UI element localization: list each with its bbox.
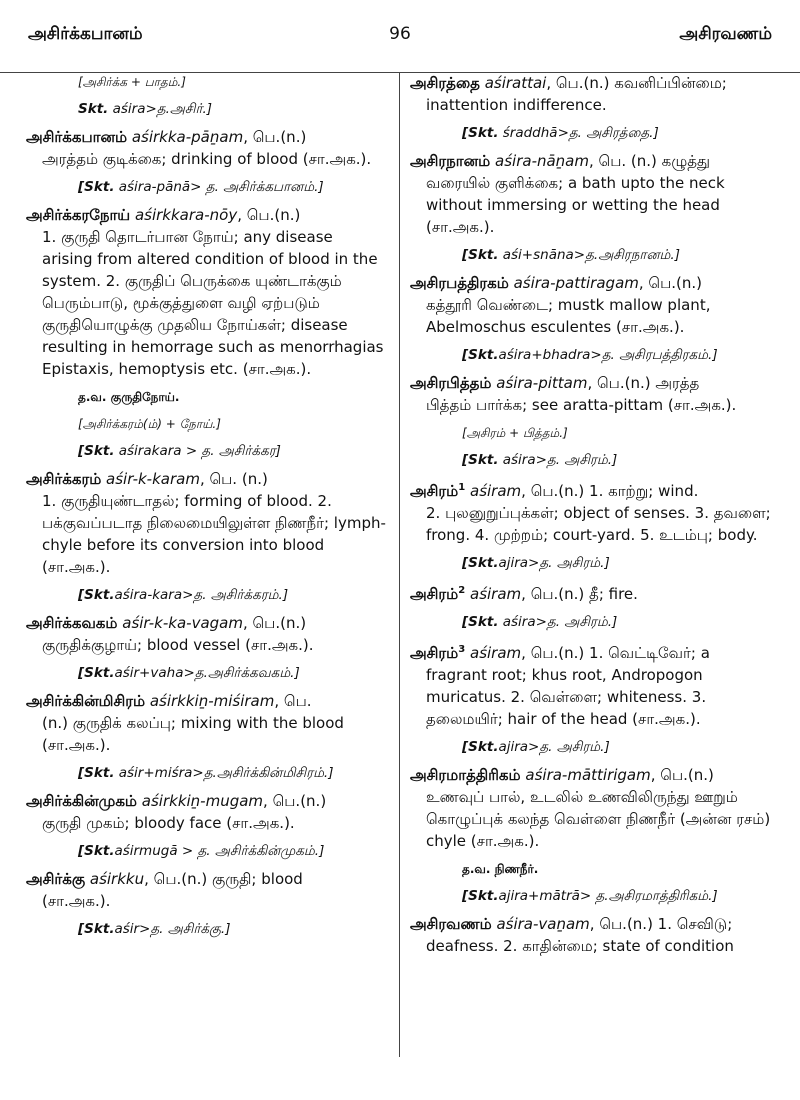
transliteration: aśiram	[470, 585, 522, 603]
etymology-text: aśir>த. அசிர்க்கு.]	[114, 921, 231, 937]
dictionary-entry	[410, 913, 772, 957]
etymology-source: [Skt.	[78, 843, 115, 859]
definition: (சா.அக.).	[42, 892, 111, 910]
etymology-source: [Skt.	[78, 665, 115, 681]
page-header	[0, 0, 800, 73]
grammar-and-gloss: , பெ.(n.) 1. காற்று; wind.	[521, 482, 699, 500]
entry-first-line	[26, 204, 388, 226]
grammar-and-gloss: , பெ.(n.)	[263, 792, 327, 810]
dictionary-entry	[410, 372, 772, 416]
definition: 1. குருதியுண்டாதல்; forming of blood. 2. பக்குவப்படாத நிலைமையிலுள்ள நிணநீர்; lymph-chyle before its conversion into blood (சா.அக.).	[42, 492, 386, 576]
transliteration: aśirkkara-nōy	[134, 206, 238, 224]
grammar-and-gloss: , பெ.(n.) தீ; fire.	[521, 585, 638, 603]
dictionary-entry	[26, 790, 388, 834]
headword: அசிரத்தை	[410, 74, 480, 92]
etymology-text: aśirmugā > த. அசிர்க்கின்முகம்.]	[114, 843, 325, 859]
grammar-and-gloss: , பெ. (n.) கழுத்து	[589, 152, 711, 170]
entry-first-line	[410, 272, 772, 294]
transliteration: aśira-pattiragam	[513, 274, 639, 292]
dictionary-entry	[26, 468, 388, 578]
entry-first-line	[26, 468, 388, 490]
etymology	[78, 663, 388, 683]
definition: deafness. 2. காதின்மை; state of condition	[426, 937, 734, 955]
dictionary-entry	[26, 612, 388, 656]
headword: அசிரம்	[410, 585, 459, 603]
headword: அசிர்க்கரம்	[26, 470, 102, 488]
grammar-and-gloss: , பெ.	[274, 692, 312, 710]
etymology	[462, 886, 772, 906]
entry-first-line	[410, 913, 772, 935]
headword: அசிரம்	[410, 482, 459, 500]
definition: பித்தம் பார்க்க; see aratta-pittam (சா.அக.).	[426, 396, 737, 414]
transliteration: aśir-k-karam	[106, 470, 200, 488]
dictionary-entry	[410, 477, 772, 546]
entry-first-line	[26, 612, 388, 634]
dictionary-entry	[26, 690, 388, 756]
entry-first-line	[26, 690, 388, 712]
etymology-text: aśir+vaha>த.அசிர்க்கவகம்.]	[114, 665, 300, 681]
headword: அசிரமாத்திரிகம்	[410, 766, 521, 784]
headword: அசிரநானம்	[410, 152, 491, 170]
headword: அசிரவணம்	[410, 915, 492, 933]
etymology-text: śraddhā>த. அசிரத்தை.]	[498, 125, 659, 141]
etymology-source: [Skt.	[462, 614, 499, 630]
entry-first-line	[410, 372, 772, 394]
dictionary-entry	[410, 272, 772, 338]
etymology-source: [Skt.	[78, 179, 115, 195]
guide-word-left: அசிர்க்கபானம்	[28, 24, 143, 44]
etymology-text: ajira+mātrā> த.அசிரமாத்திரிகம்.]	[498, 888, 718, 904]
grammar-and-gloss: , பெ.(n.) கவனிப்பின்மை;	[546, 74, 727, 92]
etymology-text: aśi+snāna>த.அசிரநானம்.]	[498, 247, 680, 263]
derivation-note	[462, 423, 772, 443]
etymology-text: aśir+miśra>த.அசிர்க்கின்மிசிரம்.]	[114, 765, 334, 781]
headword: அசிர்க்கின்மிசிரம்	[26, 692, 146, 710]
entry-first-line	[410, 150, 772, 172]
headword: அசிரபத்திரகம்	[410, 274, 509, 292]
transliteration: aśiram	[470, 482, 522, 500]
homonym-number: 1	[458, 482, 466, 493]
dictionary-entry	[410, 639, 772, 730]
transliteration: aśir-k-ka-vagam	[122, 614, 243, 632]
entry-first-line	[410, 72, 772, 94]
etymology-text: aśirakara > த. அசிர்க்கர]	[114, 443, 281, 459]
dictionary-entry	[410, 72, 772, 116]
etymology	[462, 450, 772, 470]
homonym-number: 2	[458, 585, 466, 596]
etymology	[78, 585, 388, 605]
definition: உணவுப் பால், உடலில் உணவிலிருந்து ஊறும் கொழுப்புக் கலந்த வெள்ளை நிணநீர் (அன்ன ரசம்) chyle (சா.அக.).	[426, 788, 771, 850]
derivation-note	[78, 72, 388, 92]
etymology-source: [Skt.	[78, 765, 115, 781]
headword: அசிரம்	[410, 644, 459, 662]
dictionary-entry	[26, 868, 388, 912]
transliteration: aśirkkiṉ-miśiram	[149, 692, 275, 710]
etymology-source: [Skt.	[462, 452, 499, 468]
tamil-equivalent: த.வ. குருதிநோய்.	[78, 390, 180, 404]
entry-first-line	[410, 580, 772, 605]
definition: வரையில் குளிக்கை; a bath upto the neck without immersing or wetting the head (சா.அக.).	[426, 174, 725, 236]
etymology-text: aśira+bhadra>த. அசிரபத்திரகம்.]	[498, 347, 718, 363]
transliteration: aśirkka-pāṉam	[131, 128, 244, 146]
etymology-source: [Skt.	[78, 443, 115, 459]
right-column	[410, 72, 772, 964]
definition: (n.) குருதிக் கலப்பு; mixing with the blood (சா.அக.).	[42, 714, 344, 754]
etymology	[78, 919, 388, 939]
definition: fragrant root; khus root, Andropogon muricatus. 2. வெள்ளை; whiteness. 3. தலைமயிர்; hair of the head (சா.அக.).	[426, 666, 707, 728]
etymology-text: ajira>த. அசிரம்.]	[498, 739, 610, 755]
etymology-source: [Skt.	[462, 347, 499, 363]
etymology	[462, 345, 772, 365]
etymology-text: aśira-pānā> த. அசிர்க்கபானம்.]	[114, 179, 324, 195]
tamil-equivalent: த.வ. நிணநீர்.	[462, 862, 539, 876]
grammar-and-gloss: , பெ.(n.)	[242, 614, 307, 632]
definition: inattention indifference.	[426, 96, 607, 114]
transliteration: aśirattai	[484, 74, 547, 92]
entry-first-line	[410, 477, 772, 502]
column-divider	[399, 72, 400, 1057]
entry-first-line	[26, 126, 388, 148]
grammar-and-gloss: , பெ.(n.) 1. செவிடு;	[589, 915, 733, 933]
etymology	[462, 553, 772, 573]
etymology-text: aśira-kara>த. அசிர்க்கரம்.]	[114, 587, 289, 603]
grammar-and-gloss: , பெ.(n.)	[650, 766, 714, 784]
derivation-text: [அசிர்க்கரம்(ம்) + நோய்.]	[78, 417, 221, 431]
etymology-source: [Skt.	[78, 921, 115, 937]
etymology	[78, 99, 388, 119]
headword: அசிரபித்தம்	[410, 374, 492, 392]
etymology-text: aśira>த. அசிரம்.]	[498, 614, 618, 630]
transliteration: aśiram	[470, 644, 522, 662]
etymology	[462, 612, 772, 632]
page-number: 96	[389, 24, 411, 44]
grammar-and-gloss: , பெ.(n.) அரத்த	[587, 374, 700, 392]
etymology	[462, 737, 772, 757]
etymology-source: [Skt.	[462, 125, 499, 141]
etymology-source: Skt.	[78, 101, 109, 117]
etymology-source: [Skt.	[462, 555, 499, 571]
grammar-and-gloss: , பெ. (n.)	[199, 470, 268, 488]
dictionary-entry	[410, 580, 772, 605]
etymology	[78, 763, 388, 783]
entry-first-line	[26, 868, 388, 890]
headword: அசிர்க்கபானம்	[26, 128, 128, 146]
transliteration: aśirkku	[89, 870, 145, 888]
derivation-text: [அசிர்க்க + பாதம்.]	[78, 75, 186, 89]
definition: 1. குருதி தொடர்பான நோய்; any disease arising from altered condition of blood in the system. 2. குருதிப் பெருக்கை யுண்டாக்கும் பெரும்பாடு, மூக்குத்துளை வழி ஏற்படும் குருதியொழுக்கு முதலிய நோய்கள்; disease resulting in hemorrage such as menorrhagias Epistaxis, hemoptysis etc. (சா.அக.).	[42, 228, 384, 378]
definition: கத்தூரி வெண்டை; mustk mallow plant, Abelmoschus esculentes (சா.அக.).	[426, 296, 711, 336]
headword: அசிர்க்கரநோய்	[26, 206, 131, 224]
dictionary-entry	[26, 204, 388, 380]
definition: அரத்தம் குடிக்கை; drinking of blood (சா.அக.).	[42, 150, 372, 168]
etymology	[462, 245, 772, 265]
etymology-source: [Skt.	[462, 247, 499, 263]
grammar-and-gloss: , பெ.(n.) குருதி; blood	[144, 870, 303, 888]
transliteration: aśirkkiṉ-mugam	[141, 792, 264, 810]
grammar-and-gloss: , பெ.(n.)	[638, 274, 702, 292]
transliteration: aśira-nāṉam	[495, 152, 589, 170]
grammar-and-gloss: , பெ.(n.)	[237, 206, 301, 224]
headword: அசிர்க்கின்முகம்	[26, 792, 138, 810]
entry-first-line	[410, 764, 772, 786]
headword: அசிர்க்கு	[26, 870, 86, 888]
transliteration: aśira-pittam	[496, 374, 588, 392]
etymology-text: aśira>த.அசிர்.]	[108, 101, 213, 117]
homonym-number: 3	[458, 644, 466, 655]
definition: குருதிக்குழாய்; blood vessel (சா.அக.).	[42, 636, 314, 654]
etymology-text: aśira>த. அசிரம்.]	[498, 452, 618, 468]
definition: 2. புலனுறுப்புக்கள்; object of senses. 3. தவளை; frong. 4. முற்றம்; court-yard. 5. உடம்பு; body.	[426, 504, 771, 544]
guide-word-right: அசிரவணம்	[679, 24, 772, 44]
definition: குருதி முகம்; bloody face (சா.அக.).	[42, 814, 295, 832]
entry-first-line	[26, 790, 388, 812]
headword: அசிர்க்கவகம்	[26, 614, 118, 632]
derivation-note	[78, 414, 388, 434]
entry-first-line	[410, 639, 772, 664]
dictionary-entry	[410, 150, 772, 238]
derivation-text: [அசிரம் + பித்தம்.]	[462, 426, 568, 440]
etymology	[78, 841, 388, 861]
etymology-text: ajira>த. அசிரம்.]	[498, 555, 610, 571]
dictionary-entry	[410, 764, 772, 852]
etymology	[462, 123, 772, 143]
dictionary-entry	[26, 126, 388, 170]
grammar-and-gloss: , பெ.(n.)	[243, 128, 307, 146]
etymology-source: [Skt.	[462, 739, 499, 755]
etymology-source: [Skt.	[78, 587, 115, 603]
etymology	[78, 177, 388, 197]
etymology-source: [Skt.	[462, 888, 499, 904]
transliteration: aśira-māttirigam	[525, 766, 651, 784]
left-column	[26, 72, 388, 946]
etymology	[78, 441, 388, 461]
transliteration: aśira-vaṉam	[496, 915, 590, 933]
grammar-and-gloss: , பெ.(n.) 1. வெட்டிவேர்; a	[521, 644, 710, 662]
